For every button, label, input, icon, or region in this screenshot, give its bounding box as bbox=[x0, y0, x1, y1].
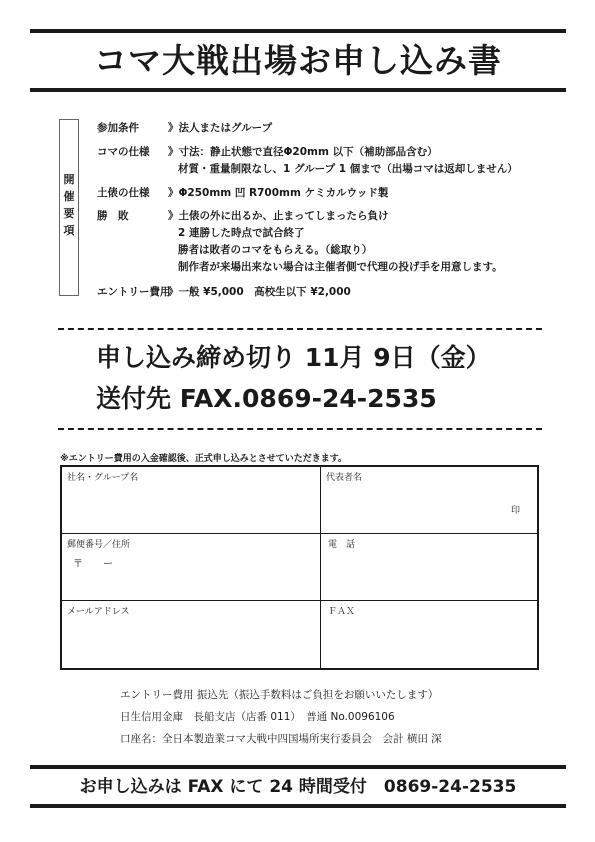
dohyo-spec-desc: 》Φ250mm 凹 R700mm ケミカルウッド製 bbox=[168, 187, 389, 199]
form-row-divider bbox=[62, 600, 537, 601]
payment-confirmation-note: ※エントリー費用の入金確認後、正式申し込みとさせていただきます。 bbox=[60, 454, 348, 464]
dashed-separator-bottom bbox=[58, 428, 542, 430]
company-name-field[interactable] bbox=[62, 481, 320, 533]
fax-reception-text: お申し込みは FAX にて 24 時間受付 0869-24-2535 bbox=[79, 777, 517, 797]
result-cont: 制作者が来場出来ない場合は主催者側で代理の投げ手を用意します。 bbox=[178, 261, 503, 273]
representative-field[interactable] bbox=[321, 481, 537, 533]
page-title: コマ大戦出場お申し込み書 bbox=[94, 41, 502, 80]
fee-desc: 》一般 ¥5,000 高校生以下 ¥2,000 bbox=[168, 286, 351, 298]
sidebar-char: 要 bbox=[63, 207, 75, 220]
participation-desc: 》法人またはグループ bbox=[168, 122, 273, 134]
koma-spec-term: コマの仕様 bbox=[97, 146, 150, 158]
dashed-separator-top bbox=[58, 328, 542, 330]
postal-code-mark: 〒 ー bbox=[73, 559, 113, 570]
dohyo-spec-term: 土俵の仕様 bbox=[97, 187, 150, 199]
account-name-line: 口座名：全日本製造業コマ大戦中四国場所実行委員会 会計 横田 深 bbox=[120, 733, 442, 745]
koma-spec-desc: 》寸法：静止状態で直径Φ20mm 以下（補助部品含む） bbox=[168, 146, 438, 158]
fax-field[interactable] bbox=[321, 616, 537, 668]
title-bottom-rule bbox=[30, 88, 566, 92]
fee-term: エントリー費用 bbox=[97, 286, 171, 298]
email-field[interactable] bbox=[62, 616, 320, 668]
title-top-rule bbox=[30, 29, 566, 33]
phone-label: 電 話 bbox=[328, 540, 356, 550]
address-label: 郵便番号／住所 bbox=[67, 540, 131, 550]
koma-spec-cont: 材質・重量制限なし、1 グループ 1 個まで（出場コマは返却しません） bbox=[178, 163, 518, 175]
address-field[interactable] bbox=[62, 549, 320, 600]
event-details-sidebox bbox=[59, 119, 79, 296]
application-form bbox=[60, 465, 539, 670]
payment-info-line: エントリー費用 振込先（振込手数料はご負担をお願いいたします） bbox=[120, 689, 439, 701]
representative-label: 代表者名 bbox=[326, 473, 363, 483]
phone-field[interactable] bbox=[321, 549, 537, 600]
sidebar-char: 催 bbox=[63, 190, 75, 203]
fax-label: ＦＡＸ bbox=[328, 607, 356, 617]
result-cont: 2 連勝した時点で試合終了 bbox=[178, 227, 305, 239]
seal-mark: 印 bbox=[511, 506, 521, 516]
bottom-top-rule bbox=[30, 765, 566, 769]
sidebar-char: 開 bbox=[63, 173, 75, 186]
fax-destination-text: 送付先 FAX.0869-24-2535 bbox=[96, 384, 437, 413]
result-desc: 》土俵の外に出るか、止まってしまったら負け bbox=[168, 210, 389, 222]
company-name-label: 社名・グループ名 bbox=[67, 473, 139, 483]
deadline-text: 申し込み締め切り 11月 9日（金） bbox=[96, 343, 491, 372]
participation-term: 参加条件 bbox=[97, 122, 139, 134]
email-label: メールアドレス bbox=[67, 607, 130, 617]
sidebar-char: 項 bbox=[63, 224, 75, 237]
result-cont: 勝者は敗者のコマをもらえる。（総取り） bbox=[178, 244, 373, 256]
result-term: 勝 敗 bbox=[97, 210, 129, 222]
bottom-bottom-rule bbox=[30, 804, 566, 808]
bank-info-line: 日生信用金庫 長船支店（店番 011） 普通 No.0096106 bbox=[120, 711, 395, 723]
form-row-divider bbox=[62, 533, 537, 534]
